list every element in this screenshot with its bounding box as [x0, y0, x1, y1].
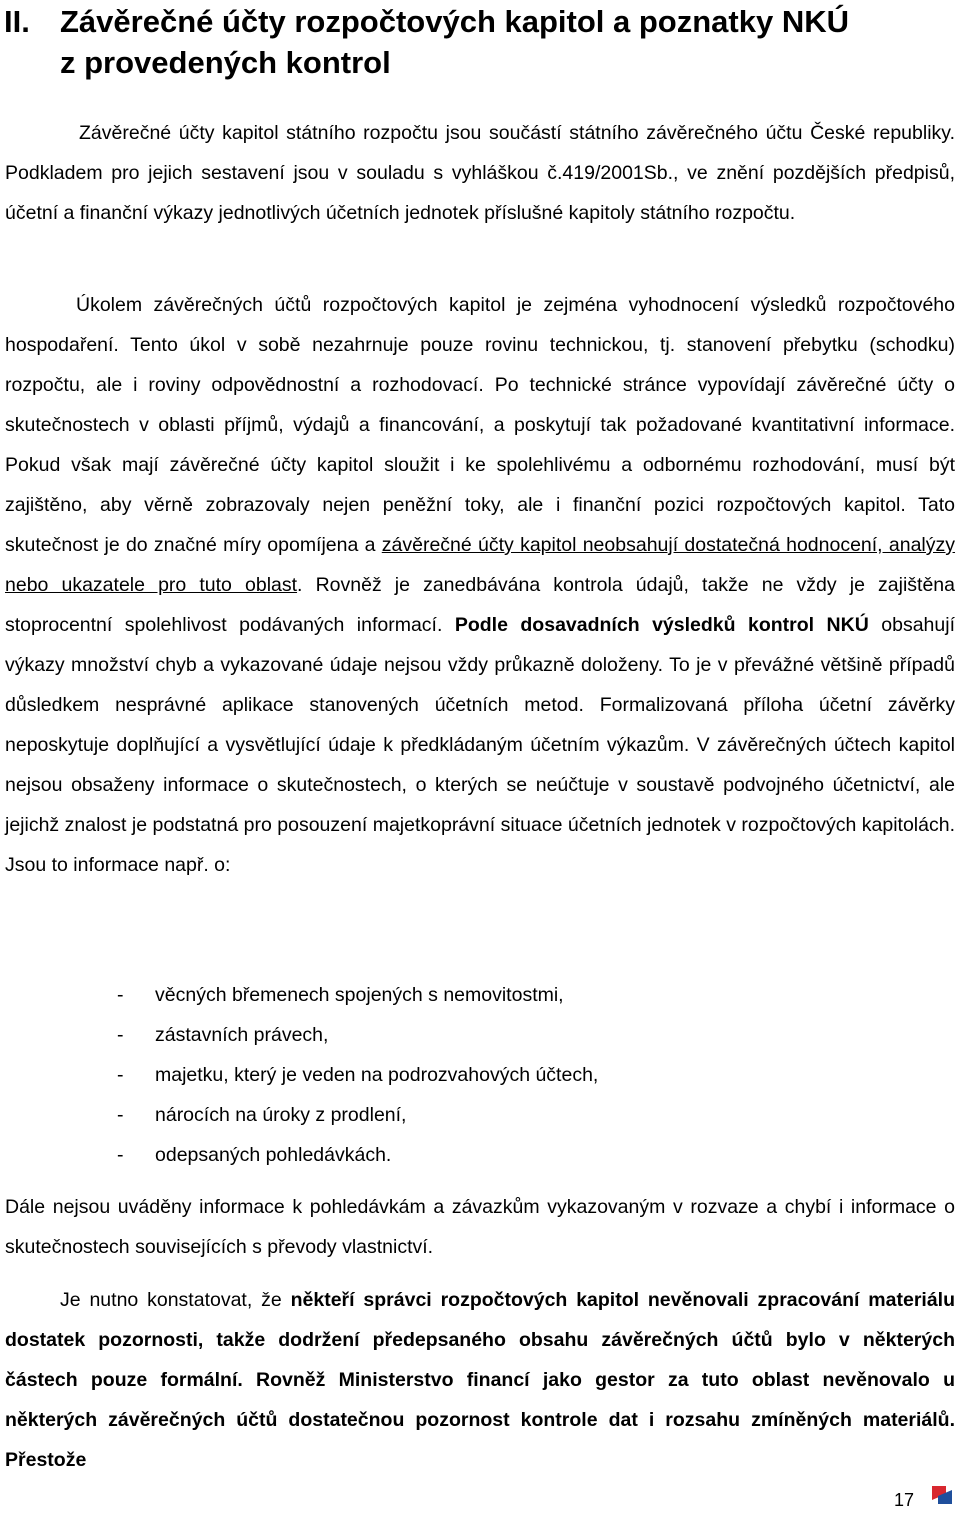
chapter-title-line-2: z provedených kontrol	[60, 45, 391, 80]
paragraph-conclusion	[5, 1280, 955, 1480]
list-item-text: odepsaných pohledávkách.	[155, 1144, 392, 1166]
bold-conclusion: někteří správci rozpočtových kapitol nevěnovali zpracování materiálu dostatek pozornosti, takže dodržení předepsaného obsahu závěrečných účtů bylo v některých částech pouze formální. Rovněž Ministerstvo financí jako gestor za tuto oblast nevěnovalo u některých závěrečných účtů dostatečnou pozornost kontrole dat i rozsahu zmíněných materiálů. Přestože	[5, 1289, 955, 1471]
paragraph-missing-info: Dále nejsou uváděny informace k pohledávkám a závazkům vykazovaným v rozvaze a chybí i informace o skutečnostech souvisejících s převody vlastnictví.	[5, 1196, 955, 1258]
list-dash: -	[117, 984, 124, 1006]
list-item-text: věcných břemenech spojených s nemovitostmi,	[155, 984, 564, 1006]
list-dash: -	[117, 1064, 124, 1086]
paragraph-intro: Závěrečné účty kapitol státního rozpočtu jsou součástí státního závěrečného účtu České republiky. Podkladem pro jejich sestavení jsou v souladu s vyhláškou č.419/2001Sb., ve znění pozdějších předpisů, účetní a finanční výkazy jednotlivých účetních jednotek příslušné kapitoly státního rozpočtu.	[5, 122, 955, 224]
page-footer	[894, 1478, 954, 1512]
list-dash: -	[117, 1104, 124, 1126]
chapter-number: II.	[4, 4, 30, 39]
paragraph-purpose-text-3: obsahují výkazy množství chyb a vykazované údaje nejsou vždy průkazně doloženy. To je v převážné většině případů důsledkem nesprávné aplikace stanovených účetních metod. Formalizovaná příloha účetní závěrky neposkytuje doplňující a vysvětlující údaje k předkládaným účetním výkazům. V závěrečných účtech kapitol nejsou obsaženy informace o skutečnostech, o kterých se neúčtuje v soustavě podvojného účetnictví, ale jejichž znalost je podstatná pro posouzení majetkoprávní situace účetních jednotek v rozpočtových kapitolách. Jsou to informace např. o:	[5, 614, 955, 876]
bold-statement: Podle dosavadních výsledků kontrol NKÚ	[454, 614, 869, 636]
page-number: 17	[894, 1490, 915, 1510]
chapter-title-line-1: Závěrečné účty rozpočtových kapitol a poznatky NKÚ	[60, 4, 849, 39]
paragraph-purpose-text-2: . Rovněž je zanedbávána kontrola údajů, takže ne vždy je zajištěna stoprocentní spolehlivost podávaných informací.	[5, 574, 955, 636]
list-item-text: nárocích na úroky z prodlení,	[155, 1104, 407, 1126]
list-dash: -	[117, 1144, 124, 1166]
nku-logo-icon	[930, 1484, 954, 1506]
paragraph-conclusion-text: Je nutno konstatovat, že	[60, 1289, 291, 1311]
list-item-text: zástavních právech,	[155, 1024, 329, 1046]
paragraph-purpose	[5, 285, 955, 885]
list-item-text: majetku, který je veden na podrozvahových účtech,	[155, 1064, 599, 1086]
underlined-statement: závěrečné účty kapitol neobsahují dostatečná hodnocení, analýzy nebo ukazatele pro tuto oblast	[5, 534, 956, 596]
paragraph-purpose-text-1: Úkolem závěrečných účtů rozpočtových kapitol je zejména vyhodnocení výsledků rozpočtového hospodaření. Tento úkol v sobě nezahrnuje pouze rovinu technickou, tj. stanovení přebytku (schodku) rozpočtu, ale i roviny odpovědnostní a rozhodovací. Po technické stránce vypovídají závěrečné účty o skutečnostech v oblasti příjmů, výdajů a financování, a poskytují tak požadované kvantitativní informace. Pokud však mají závěrečné účty kapitol sloužit i ke spolehlivému a odbornému rozhodování, musí být zajištěno, aby věrně zobrazovaly nejen peněžní toky, ale i finanční pozici rozpočtových kapitol. Tato skutečnost je do značné míry opomíjena a	[5, 294, 955, 556]
list-dash: -	[117, 1024, 124, 1046]
